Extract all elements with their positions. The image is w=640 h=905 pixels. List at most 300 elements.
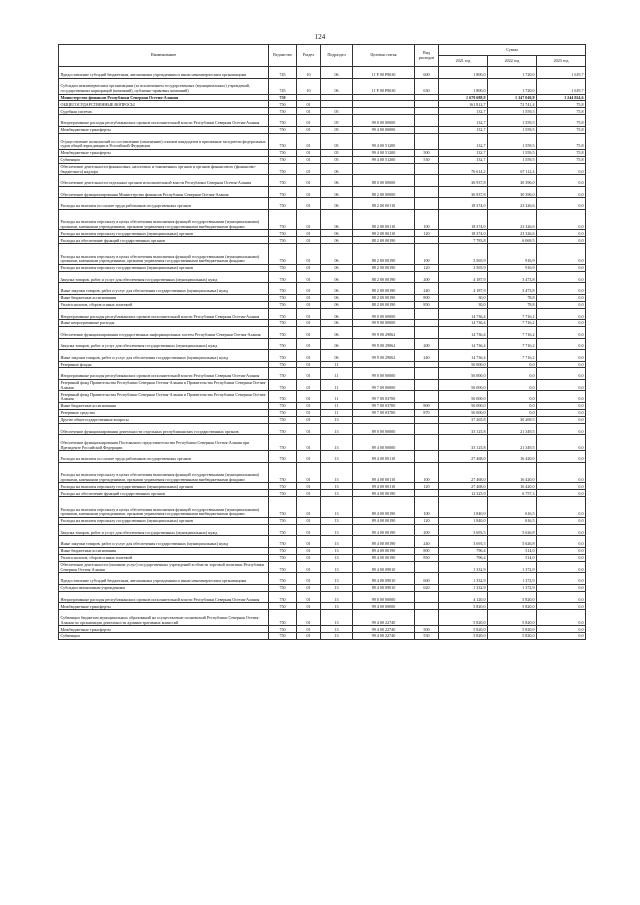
- row-value-2021: 5 820,0: [439, 610, 488, 626]
- row-name: Расходы на выплаты персоналу государственных (муниципальных) органов: [59, 517, 269, 524]
- row-cs: 89 4 00 00110: [353, 483, 415, 490]
- table-row: [59, 379, 586, 391]
- row-vr: [415, 591, 439, 603]
- row-vr: 100: [415, 244, 439, 265]
- row-value-2021: 33 125,8: [439, 435, 488, 451]
- row-razdel: 01: [297, 101, 321, 108]
- row-name: Иные закупки товаров, работ и услуг для обеспечения государственных (муниципальных) нужд: [59, 350, 269, 362]
- row-ved: 750: [269, 409, 297, 416]
- row-value-2021: 4 187,9: [439, 283, 488, 295]
- row-ved: 750: [269, 126, 297, 133]
- row-name: Расходы на выплаты по оплате труда работников государственных органов: [59, 198, 269, 210]
- row-ved: 750: [269, 301, 297, 308]
- row-value-2023: 0,0: [537, 361, 586, 368]
- table-row: [59, 327, 586, 339]
- row-ved: 750: [269, 209, 297, 230]
- row-value-2022: 916,9: [488, 264, 537, 271]
- row-name: Иные закупки товаров, работ и услуг для обеспечения государственных (муниципальных) нужд: [59, 283, 269, 295]
- row-cs: 89 4 00 00190: [353, 547, 415, 554]
- row-name: Расходы на выплаты персоналу государственных (муниципальных) органов: [59, 483, 269, 490]
- row-value-2021: 4 120,0: [439, 591, 488, 603]
- row-razdel: 10: [297, 67, 321, 79]
- row-value-2022: 7 716,2: [488, 350, 537, 362]
- row-name: Межбюджетные трансферты: [59, 126, 269, 133]
- row-value-2023: 75,8: [537, 101, 586, 108]
- row-vr: 100: [415, 462, 439, 483]
- row-value-2023: 0,0: [537, 633, 586, 640]
- row-vr: [415, 198, 439, 210]
- row-value-2021: 3 565,9: [439, 244, 488, 265]
- table-row: [59, 283, 586, 295]
- row-vr: [415, 423, 439, 435]
- row-razdel: 01: [297, 237, 321, 244]
- row-value-2021: 27 468,0: [439, 462, 488, 483]
- row-value-2021: 14 736,4: [439, 338, 488, 350]
- row-name: Непрограммные расходы республиканских органов исполнительной власти Республики Северная Осетия-Алания: [59, 591, 269, 603]
- row-value-2023: 0,0: [537, 524, 586, 536]
- row-name: Осуществление полномочий по составлению (изменению) списков кандидатов в присяжные заседатели федеральных судов общей юрисдикции в Российской Федерации: [59, 133, 269, 149]
- row-ved: 750: [269, 294, 297, 301]
- row-razdel: 01: [297, 301, 321, 308]
- row-name: Резервные фонды: [59, 361, 269, 368]
- row-value-2023: 0,0: [537, 294, 586, 301]
- row-value-2022: 5 626,8: [488, 524, 537, 536]
- row-cs: 89 4 00 00110: [353, 462, 415, 483]
- table-row: [59, 294, 586, 301]
- table-row: [59, 237, 586, 244]
- row-razdel: 01: [297, 379, 321, 391]
- table-row: [59, 338, 586, 350]
- row-cs: 99 4 00 51200: [353, 133, 415, 149]
- row-cs: 89 4 00 09010: [353, 573, 415, 585]
- row-razdel: 01: [297, 308, 321, 320]
- table-row: [59, 230, 586, 237]
- table-row: [59, 175, 586, 187]
- row-name: Уплата налогов, сборов и иных платежей: [59, 301, 269, 308]
- row-ved: 750: [269, 603, 297, 610]
- row-ved: 745: [269, 67, 297, 79]
- row-cs: 99 0 00 00000: [353, 591, 415, 603]
- table-row: [59, 361, 586, 368]
- row-value-2022: 78,8: [488, 294, 537, 301]
- table-row: [59, 517, 586, 524]
- row-value-2021: 3 565,9: [439, 264, 488, 271]
- row-ved: 750: [269, 561, 297, 573]
- row-ved: 750: [269, 391, 297, 403]
- row-value-2023: 0,0: [537, 462, 586, 483]
- row-value-2022: 1 559,5: [488, 115, 537, 127]
- row-value-2022: 30 396,0: [488, 186, 537, 198]
- row-podrazdel: 06: [321, 264, 353, 271]
- row-vr: 530: [415, 633, 439, 640]
- table-row: [59, 320, 586, 327]
- table-row: [59, 78, 586, 94]
- row-name: Иные непрограммные расходы: [59, 320, 269, 327]
- row-value-2022: 6 069,5: [488, 237, 537, 244]
- row-value-2022: 5 820,0: [488, 633, 537, 640]
- row-razdel: 01: [297, 163, 321, 175]
- table-row: [59, 149, 586, 156]
- row-cs: 89 4 00 00110: [353, 451, 415, 463]
- table-row: [59, 435, 586, 451]
- row-ved: 750: [269, 435, 297, 451]
- table-row: [59, 409, 586, 416]
- row-ved: 750: [269, 320, 297, 327]
- row-vr: 620: [415, 584, 439, 591]
- row-cs: 99 4 00 22740: [353, 610, 415, 626]
- row-cs: 99 7 00 03700: [353, 409, 415, 416]
- row-name: Субвенции: [59, 156, 269, 163]
- row-value-2022: 5 820,0: [488, 610, 537, 626]
- row-podrazdel: 06: [321, 78, 353, 94]
- row-value-2023: 0,0: [537, 423, 586, 435]
- row-value-2022: 21 349,5: [488, 423, 537, 435]
- row-podrazdel: 13: [321, 483, 353, 490]
- row-vr: 120: [415, 483, 439, 490]
- row-razdel: 01: [297, 338, 321, 350]
- row-podrazdel: 13: [321, 451, 353, 463]
- row-vr: [415, 379, 439, 391]
- row-cs: 89 0 00 00000: [353, 423, 415, 435]
- row-vr: 240: [415, 536, 439, 548]
- row-podrazdel: 11: [321, 402, 353, 409]
- row-ved: 750: [269, 108, 297, 115]
- row-value-2021: 18 374,0: [439, 230, 488, 237]
- row-podrazdel: 06: [321, 327, 353, 339]
- row-ved: 750: [269, 237, 297, 244]
- table-row: [59, 301, 586, 308]
- row-cs: 99 4 00 00000: [353, 126, 415, 133]
- row-value-2023: 0,0: [537, 536, 586, 548]
- row-vr: 120: [415, 230, 439, 237]
- row-vr: [415, 308, 439, 320]
- row-value-2021: 5 820,0: [439, 603, 488, 610]
- row-ved: 745: [269, 78, 297, 94]
- row-vr: [415, 416, 439, 423]
- row-value-2022: 1 372,9: [488, 573, 537, 585]
- row-razdel: 01: [297, 320, 321, 327]
- row-podrazdel: 11: [321, 409, 353, 416]
- row-name: Субвенции: [59, 633, 269, 640]
- row-podrazdel: 05: [321, 133, 353, 149]
- header-year-2021: 2021 год: [439, 56, 488, 67]
- table-row: [59, 264, 586, 271]
- row-ved: 750: [269, 517, 297, 524]
- row-vr: [415, 451, 439, 463]
- row-value-2021: 30,0: [439, 301, 488, 308]
- row-ved: 750: [269, 264, 297, 271]
- row-value-2022: 78,8: [488, 301, 537, 308]
- row-value-2023: 75,8: [537, 133, 586, 149]
- row-value-2021: 56 000,0: [439, 402, 488, 409]
- row-vr: [415, 126, 439, 133]
- table-row: [59, 244, 586, 265]
- row-razdel: 01: [297, 244, 321, 265]
- row-razdel: [297, 94, 321, 101]
- row-ved: 750: [269, 198, 297, 210]
- row-vr: 850: [415, 554, 439, 561]
- row-vr: [415, 368, 439, 380]
- page-number: 124: [314, 33, 326, 41]
- row-cs: [353, 163, 415, 175]
- row-podrazdel: [321, 101, 353, 108]
- row-value-2023: 0,0: [537, 368, 586, 380]
- row-ved: 750: [269, 462, 297, 483]
- row-value-2021: 3 693,5: [439, 524, 488, 536]
- row-ved: 750: [269, 94, 297, 101]
- row-name: Расходы на выплаты персоналу в целях обеспечения выполнения функций государственными (муниципальными) органами, казенными учреждениями, органами управления государственными внебюджетными фондами: [59, 462, 269, 483]
- row-razdel: 01: [297, 156, 321, 163]
- row-name: Другие общегосударственные вопросы: [59, 416, 269, 423]
- row-podrazdel: 06: [321, 67, 353, 79]
- row-value-2021: 5 820,0: [439, 626, 488, 633]
- row-ved: 750: [269, 483, 297, 490]
- row-razdel: 01: [297, 610, 321, 626]
- table-row: [59, 423, 586, 435]
- row-cs: 88 2 00 00190: [353, 301, 415, 308]
- row-name: Расходы на обеспечение функций государственных органов: [59, 237, 269, 244]
- row-razdel: 01: [297, 149, 321, 156]
- row-podrazdel: 13: [321, 423, 353, 435]
- row-value-2021: 161 812,7: [439, 101, 488, 108]
- row-name: Иные бюджетные ассигнования: [59, 547, 269, 554]
- row-name: Закупка товаров, работ и услуг для обеспечения государственных (муниципальных) нужд: [59, 524, 269, 536]
- row-podrazdel: 13: [321, 591, 353, 603]
- row-ved: 750: [269, 163, 297, 175]
- row-ved: 750: [269, 591, 297, 603]
- row-ved: 750: [269, 327, 297, 339]
- row-value-2022: 16 420,0: [488, 483, 537, 490]
- row-razdel: 01: [297, 435, 321, 451]
- table-row: [59, 573, 586, 585]
- row-podrazdel: 13: [321, 610, 353, 626]
- row-value-2021: 18 374,0: [439, 209, 488, 230]
- header-razdel: Раздел: [297, 45, 321, 67]
- row-value-2022: 67 112,4: [488, 163, 537, 175]
- row-cs: 99 4 00 22740: [353, 626, 415, 633]
- row-name: Межбюджетные трансферты: [59, 626, 269, 633]
- row-name: Непрограммные расходы республиканских органов исполнительной власти Республики Северная Осетия-Алания: [59, 368, 269, 380]
- row-value-2023: 0,0: [537, 409, 586, 416]
- row-value-2021: 796,4: [439, 554, 488, 561]
- row-podrazdel: 06: [321, 338, 353, 350]
- row-value-2021: 1 679 688,9: [439, 94, 488, 101]
- row-vr: [415, 435, 439, 451]
- row-cs: 88 2 00 00190: [353, 244, 415, 265]
- row-podrazdel: 06: [321, 175, 353, 187]
- row-value-2021: 56 000,0: [439, 391, 488, 403]
- row-vr: [415, 133, 439, 149]
- row-value-2023: 0,0: [537, 416, 586, 423]
- row-value-2023: 0,0: [537, 244, 586, 265]
- row-value-2023: 0,0: [537, 573, 586, 585]
- table-header: [59, 45, 586, 67]
- row-podrazdel: 13: [321, 416, 353, 423]
- row-value-2023: 0,0: [537, 308, 586, 320]
- row-cs: 89 4 00 09010: [353, 561, 415, 573]
- row-podrazdel: 05: [321, 149, 353, 156]
- row-podrazdel: 11: [321, 361, 353, 368]
- row-cs: 99 7 00 03700: [353, 391, 415, 403]
- row-cs: [353, 101, 415, 108]
- table-row: [59, 126, 586, 133]
- row-razdel: 01: [297, 350, 321, 362]
- row-value-2021: 27 468,0: [439, 483, 488, 490]
- row-razdel: 01: [297, 423, 321, 435]
- row-value-2023: 0,0: [537, 451, 586, 463]
- row-razdel: 01: [297, 409, 321, 416]
- row-ved: 750: [269, 115, 297, 127]
- row-razdel: 01: [297, 416, 321, 423]
- row-name: Расходы на обеспечение функций государственных органов: [59, 490, 269, 497]
- row-ved: 750: [269, 610, 297, 626]
- row-value-2021: 3 693,5: [439, 536, 488, 548]
- row-value-2022: 1 559,5: [488, 133, 537, 149]
- table-row: [59, 626, 586, 633]
- row-podrazdel: 13: [321, 633, 353, 640]
- row-value-2022: 0,0: [488, 409, 537, 416]
- row-ved: 750: [269, 423, 297, 435]
- row-value-2021: 132,7: [439, 126, 488, 133]
- table-row: [59, 94, 586, 101]
- row-vr: [415, 175, 439, 187]
- header-year-2022: 2022 год: [488, 56, 537, 67]
- row-value-2023: 0,0: [537, 610, 586, 626]
- row-podrazdel: 13: [321, 435, 353, 451]
- row-podrazdel: 13: [321, 536, 353, 548]
- row-razdel: 01: [297, 547, 321, 554]
- row-value-2023: 75,8: [537, 149, 586, 156]
- row-ved: 750: [269, 554, 297, 561]
- row-value-2021: 30,0: [439, 294, 488, 301]
- row-vr: 200: [415, 338, 439, 350]
- table-row: [59, 108, 586, 115]
- table-row: [59, 483, 586, 490]
- row-razdel: 01: [297, 573, 321, 585]
- row-ved: 750: [269, 175, 297, 187]
- row-value-2023: 0,0: [537, 327, 586, 339]
- row-value-2023: 0,0: [537, 584, 586, 591]
- row-vr: 120: [415, 264, 439, 271]
- table-row: [59, 67, 586, 79]
- row-value-2021: 37 265,8: [439, 416, 488, 423]
- row-cs: [353, 94, 415, 101]
- row-ved: 750: [269, 149, 297, 156]
- header-summa: Сумма: [439, 45, 586, 56]
- row-vr: 200: [415, 271, 439, 283]
- table-row: [59, 209, 586, 230]
- table-row: [59, 610, 586, 626]
- row-cs: 89 4 00 00190: [353, 517, 415, 524]
- table-row: [59, 368, 586, 380]
- row-cs: 99 0 00 00000: [353, 115, 415, 127]
- row-vr: 800: [415, 294, 439, 301]
- row-vr: 500: [415, 149, 439, 156]
- row-vr: 100: [415, 209, 439, 230]
- row-podrazdel: 13: [321, 497, 353, 518]
- row-value-2023: 1 244 024,6: [537, 94, 586, 101]
- row-ved: 750: [269, 402, 297, 409]
- row-value-2022: 1 347 040,8: [488, 94, 537, 101]
- row-value-2022: 6 757,3: [488, 490, 537, 497]
- row-name: Иные бюджетные ассигнования: [59, 294, 269, 301]
- row-ved: 750: [269, 308, 297, 320]
- row-razdel: 01: [297, 490, 321, 497]
- row-name: Закупка товаров, работ и услуг для обеспечения государственных (муниципальных) нужд: [59, 338, 269, 350]
- row-name: Судебная система: [59, 108, 269, 115]
- row-cs: 88 2 00 00190: [353, 264, 415, 271]
- row-value-2022: 0,0: [488, 391, 537, 403]
- row-value-2022: 3 473,8: [488, 283, 537, 295]
- row-value-2021: 5 820,0: [439, 633, 488, 640]
- row-value-2021: 1 800,0: [439, 78, 488, 94]
- row-ved: 750: [269, 186, 297, 198]
- row-podrazdel: 11: [321, 379, 353, 391]
- header-cs: Целевая статья: [353, 45, 415, 67]
- table-row: [59, 402, 586, 409]
- row-value-2023: 0,0: [537, 271, 586, 283]
- table-row: [59, 115, 586, 127]
- row-podrazdel: 06: [321, 294, 353, 301]
- row-value-2022: 21 349,5: [488, 435, 537, 451]
- row-podrazdel: 13: [321, 554, 353, 561]
- row-name: Обеспечение функционирования Министерства финансов Республики Северная Осетия-Алания: [59, 186, 269, 198]
- row-razdel: 01: [297, 294, 321, 301]
- row-value-2023: 0,0: [537, 554, 586, 561]
- row-value-2023: 0,0: [537, 338, 586, 350]
- row-value-2022: 0,0: [488, 402, 537, 409]
- row-name: Уплата налогов, сборов и иных платежей: [59, 554, 269, 561]
- row-ved: 750: [269, 584, 297, 591]
- row-razdel: 01: [297, 402, 321, 409]
- row-value-2023: 75,8: [537, 108, 586, 115]
- row-cs: 89 4 00 09010: [353, 584, 415, 591]
- row-value-2022: 5 820,0: [488, 603, 537, 610]
- row-ved: 750: [269, 626, 297, 633]
- row-value-2021: 36 937,8: [439, 186, 488, 198]
- row-cs: 99 0 00 00000: [353, 308, 415, 320]
- row-ved: 750: [269, 338, 297, 350]
- row-value-2021: 4 187,9: [439, 271, 488, 283]
- row-ved: 750: [269, 230, 297, 237]
- row-value-2021: 33 125,8: [439, 423, 488, 435]
- row-value-2023: 0,0: [537, 402, 586, 409]
- row-vr: [415, 163, 439, 175]
- row-name: Непрограммные расходы республиканских органов исполнительной власти Республики Северная Осетия-Алания: [59, 115, 269, 127]
- row-razdel: 01: [297, 483, 321, 490]
- row-ved: 750: [269, 133, 297, 149]
- row-cs: 88 2 00 00000: [353, 186, 415, 198]
- table-row: [59, 350, 586, 362]
- row-value-2021: 1 332,9: [439, 573, 488, 585]
- row-vr: [415, 610, 439, 626]
- row-razdel: 01: [297, 591, 321, 603]
- row-podrazdel: 06: [321, 283, 353, 295]
- row-value-2022: 7 716,2: [488, 327, 537, 339]
- row-value-2021: 1 840,0: [439, 497, 488, 518]
- row-vr: 600: [415, 67, 439, 79]
- row-value-2022: 7 716,2: [488, 308, 537, 320]
- row-value-2021: 796,4: [439, 547, 488, 554]
- row-podrazdel: 13: [321, 490, 353, 497]
- row-value-2022: 7 716,2: [488, 338, 537, 350]
- row-razdel: 01: [297, 198, 321, 210]
- row-value-2022: 1 559,5: [488, 126, 537, 133]
- row-value-2021: 7 783,8: [439, 237, 488, 244]
- row-razdel: 01: [297, 451, 321, 463]
- row-razdel: 10: [297, 78, 321, 94]
- row-value-2021: 1 332,9: [439, 561, 488, 573]
